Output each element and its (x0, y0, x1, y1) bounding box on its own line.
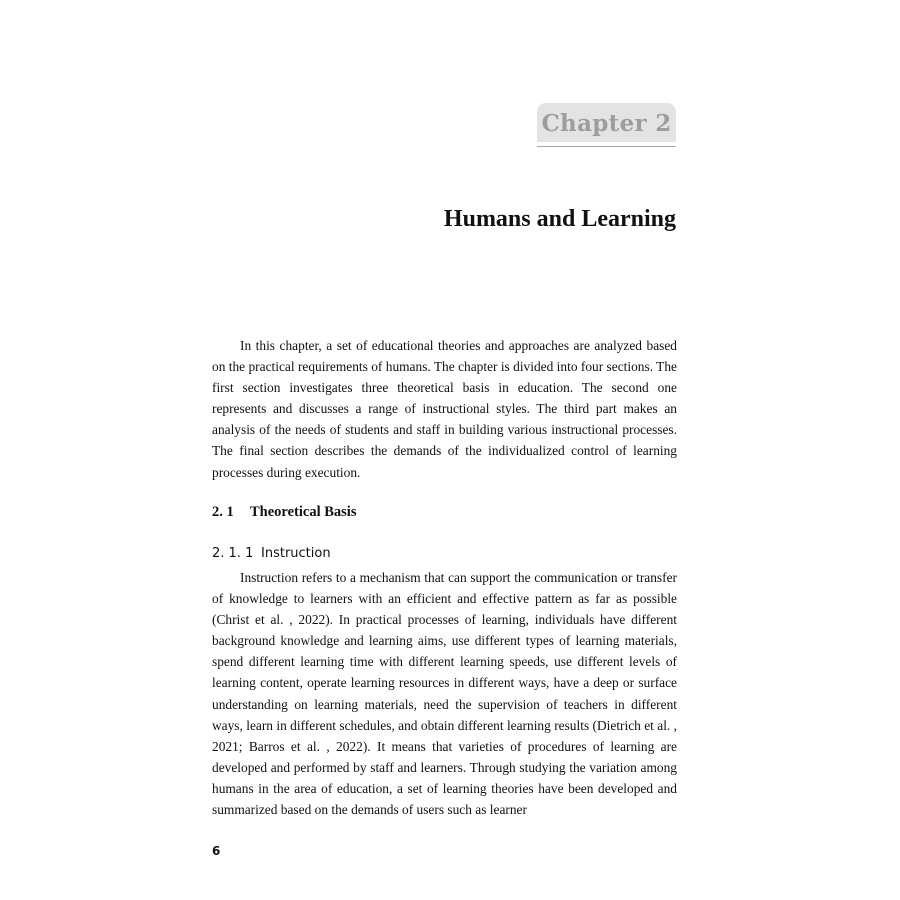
section-number: 2. 1 (212, 504, 234, 520)
section-title: Theoretical Basis (250, 504, 357, 520)
chapter-label: Chapter 2 (537, 103, 676, 142)
intro-block (212, 335, 677, 483)
subsection-title: Instruction (261, 546, 331, 561)
subsection-heading (212, 546, 331, 561)
chapter-title: Humans and Learning (443, 206, 676, 232)
section-heading (212, 504, 356, 521)
page-number: 6 (212, 844, 221, 858)
body-block (212, 567, 677, 820)
body-paragraph: Instruction refers to a mechanism that can support the communication or transfer of knowledge to learners with an efficient and effective pattern as far as possible (Christ et al. , 2022). In practical processes of learning, individuals have different background knowledge and learning aims, use different types of learning materials, spend different learning time with different learning speeds, use different levels of learning content, operate learning resources in different ways, have a deep or surface understanding on learning materials, need the supervision of teachers in different ways, learn in different schedules, and obtain different learning results (Dietrich et al. , 2021; Barros et al. , 2022). It means that varieties of procedures of learning are developed and performed by staff and learners. Through studying the variation among humans in the area of education, a set of learning theories have been developed and summarized based on the demands of users such as learner (212, 570, 677, 818)
intro-paragraph: In this chapter, a set of educational theories and approaches are analyzed based on the practical requirements of humans. The chapter is divided into four sections. The first section investigates three theoretical basis in education. The second one represents and discusses a range of instructional styles. The third part makes an analysis of the needs of students and staff in building various instructional processes. The final section describes the demands of the individualized control of learning processes during execution. (212, 338, 677, 480)
chapter-divider (537, 146, 676, 147)
subsection-number: 2. 1. 1 (212, 546, 254, 561)
